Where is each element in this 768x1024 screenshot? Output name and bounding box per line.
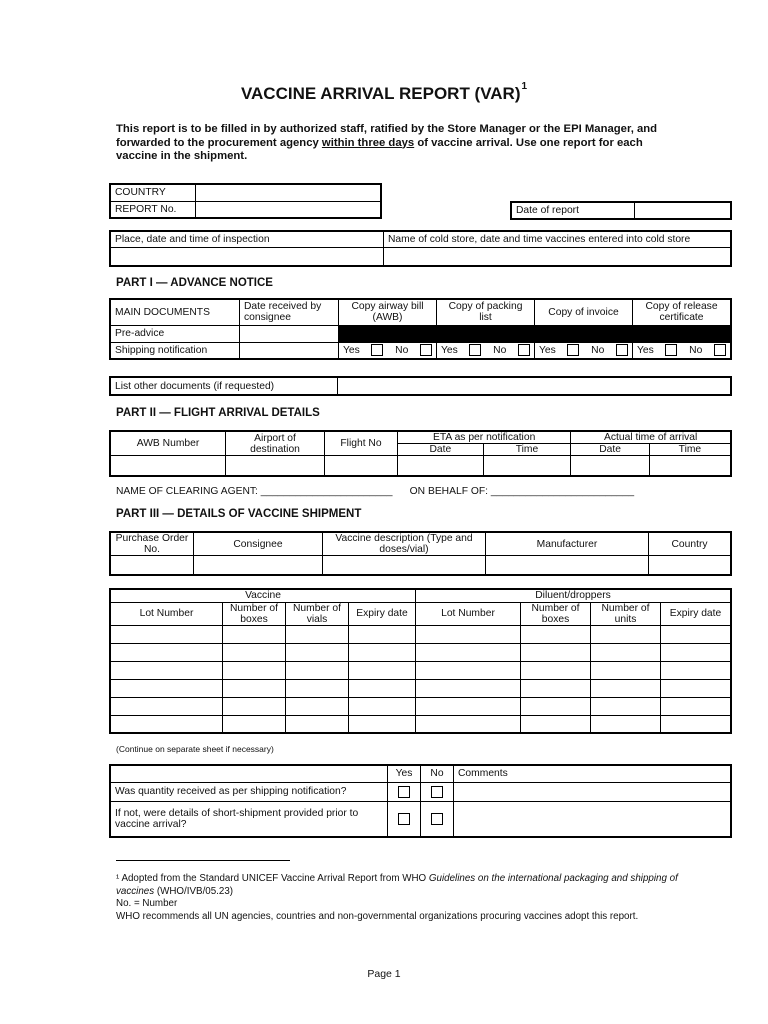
table-row [110, 715, 731, 733]
diluent-lot-header: Lot Number [416, 602, 521, 625]
packing-list-header: Copy of packing list [437, 299, 535, 325]
q1-yes-checkbox[interactable] [398, 786, 410, 798]
release-certificate-header: Copy of release certificate [633, 299, 732, 325]
question-short-shipment: If not, were details of short-shipment provided prior to vaccine arrival? [110, 801, 388, 837]
questions-table [109, 764, 732, 838]
consignee-header: Consignee [194, 532, 323, 556]
q1-no-checkbox[interactable] [431, 786, 443, 798]
page-number: Page 1 [367, 968, 401, 980]
vaccine-description-header: Vaccine description (Type and doses/vial) [323, 532, 486, 556]
actual-time-header: Time [649, 444, 731, 456]
release-yes-checkbox[interactable] [665, 344, 677, 356]
lot-table [109, 588, 732, 734]
country-header: Country [649, 532, 732, 556]
continue-note: (Continue on separate sheet if necessary) [116, 744, 274, 754]
airport-field[interactable] [226, 456, 325, 476]
country-report-table [109, 183, 382, 219]
q1-comments-field[interactable] [454, 782, 732, 801]
invoice-header: Copy of invoice [535, 299, 633, 325]
cold-store-label: Name of cold store, date and time vaccines entered into cold store [384, 231, 732, 247]
awb-number-header: AWB Number [110, 431, 226, 456]
table-row [110, 679, 731, 697]
country-label: COUNTRY [110, 184, 196, 201]
main-documents-header: MAIN DOCUMENTS [110, 299, 240, 325]
comments-header: Comments [454, 765, 732, 782]
awb-number-field[interactable] [110, 456, 226, 476]
on-behalf-label[interactable]: ON BEHALF OF: _________________________ [409, 486, 635, 497]
pre-advice-label: Pre-advice [110, 325, 240, 342]
shipping-notification-label: Shipping notification [110, 342, 240, 359]
intro-text: This report is to be filled in by authorized staff, ratified by the Store Manager or the EPI Manager, and forwarded to the procurement agency within three days of vaccine arrival. Use one report for each vaccine in the shipment. [116, 123, 658, 162]
date-of-report-table [510, 201, 732, 220]
shipment-details-table [109, 531, 732, 576]
eta-header: ETA as per notification [398, 431, 571, 444]
diluent-expiry-header: Expiry date [661, 602, 732, 625]
footnote-rule [116, 860, 290, 861]
actual-date-field[interactable] [571, 456, 649, 476]
blacked-out-cell [339, 325, 732, 342]
cold-store-field[interactable] [384, 247, 732, 266]
questions-blank-header [110, 765, 388, 782]
invoice-yes-checkbox[interactable] [567, 344, 579, 356]
shipping-notification-date-field[interactable] [240, 342, 339, 359]
purchase-order-header: Purchase Order No. [110, 532, 194, 556]
awb-header: Copy airway bill (AWB) [339, 299, 437, 325]
clearing-agent-line [116, 486, 634, 497]
vaccine-boxes-header: Number of boxes [223, 602, 286, 625]
other-documents-field[interactable] [338, 377, 732, 395]
vaccine-vials-header: Number of vials [286, 602, 349, 625]
invoice-yes-no: Yes No [535, 342, 633, 359]
awb-yes-checkbox[interactable] [371, 344, 383, 356]
questions-yes-header: Yes [388, 765, 421, 782]
manufacturer-header: Manufacturer [486, 532, 649, 556]
diluent-units-header: Number of units [591, 602, 661, 625]
packing-yes-no: Yes No [437, 342, 535, 359]
packing-no-checkbox[interactable] [518, 344, 530, 356]
q2-yes-checkbox[interactable] [398, 813, 410, 825]
manufacturer-field[interactable] [486, 556, 649, 575]
eta-date-field[interactable] [398, 456, 484, 476]
consignee-field[interactable] [194, 556, 323, 575]
country-field[interactable] [196, 184, 382, 201]
release-yes-no: Yes No [633, 342, 732, 359]
questions-no-header: No [421, 765, 454, 782]
other-documents-label: List other documents (if requested) [110, 377, 338, 395]
eta-time-header: Time [483, 444, 571, 456]
inspection-field[interactable] [110, 247, 384, 266]
footnote: ¹ Adopted from the Standard UNICEF Vaccine Arrival Report from WHO Guidelines on the international packaging and shipping of vaccines (WHO/IVB/05.23) No. = Number WHO recommends all UN agencies, countries and non-governmental organizations procuring vaccines adopt this report. [116, 873, 678, 922]
eta-time-field[interactable] [483, 456, 571, 476]
part1-heading: PART I — ADVANCE NOTICE [116, 277, 273, 289]
release-no-checkbox[interactable] [714, 344, 726, 356]
q2-no-checkbox[interactable] [431, 813, 443, 825]
flight-arrival-table [109, 430, 732, 477]
table-row [110, 661, 731, 679]
flight-no-field[interactable] [325, 456, 398, 476]
part3-heading: PART III — DETAILS OF VACCINE SHIPMENT [116, 508, 362, 520]
airport-header: Airport of destination [226, 431, 325, 456]
awb-no-checkbox[interactable] [420, 344, 432, 356]
clearing-agent-label[interactable]: NAME OF CLEARING AGENT: _______________________ [116, 486, 393, 497]
invoice-no-checkbox[interactable] [616, 344, 628, 356]
diluent-group-header: Diluent/droppers [416, 589, 732, 602]
date-of-report-label: Date of report [511, 202, 635, 219]
part2-heading: PART II — FLIGHT ARRIVAL DETAILS [116, 407, 320, 419]
diluent-boxes-header: Number of boxes [521, 602, 591, 625]
country-field-shipment[interactable] [649, 556, 732, 575]
packing-yes-checkbox[interactable] [469, 344, 481, 356]
date-received-header: Date received by consignee [240, 299, 339, 325]
advance-notice-table [109, 298, 732, 360]
pre-advice-date-field[interactable] [240, 325, 339, 342]
actual-time-field[interactable] [649, 456, 731, 476]
flight-no-header: Flight No [325, 431, 398, 456]
report-no-field[interactable] [196, 201, 382, 218]
question-quantity: Was quantity received as per shipping notification? [110, 782, 388, 801]
q2-comments-field[interactable] [454, 801, 732, 837]
actual-arrival-header: Actual time of arrival [571, 431, 731, 444]
vaccine-group-header: Vaccine [110, 589, 416, 602]
table-row [110, 643, 731, 661]
inspection-label: Place, date and time of inspection [110, 231, 384, 247]
eta-date-header: Date [398, 444, 484, 456]
awb-yes-no: Yes No [339, 342, 437, 359]
report-no-label: REPORT No. [110, 201, 196, 218]
actual-date-header: Date [571, 444, 649, 456]
vaccine-description-field[interactable] [323, 556, 486, 575]
table-row [110, 625, 731, 643]
page-title: VACCINE ARRIVAL REPORT (VAR)$^1$ [240, 81, 528, 103]
table-row [110, 697, 731, 715]
date-of-report-field[interactable] [635, 202, 732, 219]
inspection-table [109, 230, 732, 267]
other-documents-table [109, 376, 732, 396]
vaccine-lot-header: Lot Number [110, 602, 223, 625]
vaccine-expiry-header: Expiry date [349, 602, 416, 625]
purchase-order-field[interactable] [110, 556, 194, 575]
